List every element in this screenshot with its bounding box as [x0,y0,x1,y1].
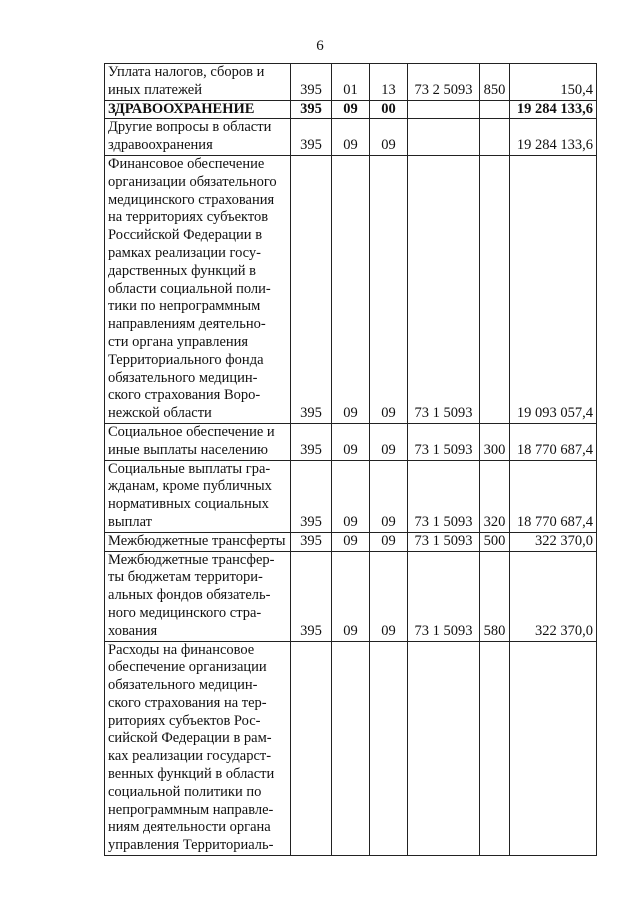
cell-section-code: 09 [332,155,370,423]
item-name-line: ЗДРАВООХРАНЕНИЕ [108,100,255,117]
cell-target-article-code [408,100,480,119]
item-name-line: управления Территориаль- [108,837,274,854]
item-name-line: Финансовое обеспечение [108,155,265,172]
cell-expense-type-code [480,100,510,119]
item-name-line: дарственных функций в [108,262,257,279]
cell-amount: 19 093 057,4 [510,155,597,423]
cell-amount: 18 770 687,4 [510,423,597,460]
cell-department-code: 395 [291,155,332,423]
item-name-line: Расходы на финансовое [108,641,255,658]
cell-target-article-code: 73 1 5093 [408,532,480,551]
table-row [105,423,597,460]
table-row [105,551,597,641]
item-name-line: Территориального фонда [108,351,264,368]
cell-amount: 150,4 [510,64,597,101]
cell-expense-type-code: 320 [480,460,510,532]
table-row [105,532,597,551]
item-name-line: тики по непрограммным [108,298,261,315]
cell-item-name [105,423,291,460]
cell-expense-type-code [480,119,510,156]
cell-target-article-code [408,641,480,856]
cell-target-article-code: 73 2 5093 [408,64,480,101]
table-row [105,100,597,119]
item-name-line: Межбюджетные трансфер- [108,551,275,568]
cell-expense-type-code [480,155,510,423]
item-name-line: венных функций в области [108,766,275,783]
cell-target-article-code: 73 1 5093 [408,155,480,423]
item-name-line: социальной политики по [108,783,262,800]
item-name-line: обязательного медицин- [108,369,258,386]
table-row [105,641,597,856]
item-name-line: здравоохранения [108,137,213,154]
item-name-line: организации обязательного [108,173,277,190]
cell-section-code: 09 [332,460,370,532]
cell-subsection-code: 09 [370,423,408,460]
item-name-line: области социальной поли- [108,280,271,297]
cell-expense-type-code: 850 [480,64,510,101]
cell-section-code: 09 [332,532,370,551]
item-name-line: на территориях субъектов [108,209,269,226]
cell-section-code: 09 [332,423,370,460]
table-row [105,64,597,101]
cell-amount: 322 370,0 [510,532,597,551]
cell-section-code: 09 [332,100,370,119]
cell-expense-type-code [480,641,510,856]
cell-amount: 19 284 133,6 [510,100,597,119]
item-name-line: рамках реализации госу- [108,244,262,261]
item-name-line: Социальное обеспечение и [108,423,275,440]
item-name-line: нормативных социальных [108,496,269,513]
item-name-line: медицинского страхования [108,191,275,208]
cell-subsection-code: 09 [370,119,408,156]
item-name-line: альных фондов обязатель- [108,587,271,604]
cell-item-name [105,64,291,101]
cell-department-code: 395 [291,100,332,119]
cell-expense-type-code: 500 [480,532,510,551]
cell-department-code: 395 [291,423,332,460]
item-name-line: нежской области [108,405,212,422]
cell-amount: 322 370,0 [510,551,597,641]
cell-amount: 19 284 133,6 [510,119,597,156]
item-name-line: ниям деятельности органа [108,819,271,836]
item-name-line: Российской Федерации в [108,227,263,244]
cell-item-name [105,460,291,532]
item-name-line: обязательного медицин- [108,677,258,694]
budget-table [104,63,597,856]
cell-item-name [105,551,291,641]
item-name-line: непрограммным направле- [108,801,274,818]
item-name-line: жданам, кроме публичных [108,478,272,495]
item-name-line: Межбюджетные трансферты [108,532,286,549]
cell-item-name [105,119,291,156]
cell-item-name [105,100,291,119]
cell-section-code: 09 [332,119,370,156]
item-name-line: хования [108,622,158,639]
cell-item-name [105,155,291,423]
cell-amount: 18 770 687,4 [510,460,597,532]
table-row [105,460,597,532]
cell-item-name [105,532,291,551]
cell-department-code: 395 [291,119,332,156]
page-number: 6 [316,38,324,54]
item-name-line: ного медицинского стра- [108,604,262,621]
item-name-line: сти органа управления [108,333,249,350]
table-row [105,155,597,423]
cell-department-code: 395 [291,532,332,551]
cell-expense-type-code: 300 [480,423,510,460]
cell-target-article-code: 73 1 5093 [408,423,480,460]
item-name-line: сийской Федерации в рам- [108,730,272,747]
item-name-line: ках реализации государст- [108,748,272,765]
item-name-line: выплат [108,513,152,530]
cell-subsection-code: 09 [370,460,408,532]
cell-subsection-code: 00 [370,100,408,119]
cell-department-code [291,641,332,856]
item-name-line: иных платежей [108,81,202,98]
item-name-line: ского страхования на тер- [108,694,267,711]
cell-department-code: 395 [291,64,332,101]
cell-target-article-code: 73 1 5093 [408,551,480,641]
item-name-line: Социальные выплаты гра- [108,460,271,477]
item-name-line: иные выплаты населению [108,441,268,458]
cell-section-code: 09 [332,551,370,641]
cell-subsection-code: 09 [370,551,408,641]
item-name-line: ского страхования Воро- [108,387,261,404]
item-name-line: Уплата налогов, сборов и [108,64,265,80]
cell-section-code: 01 [332,64,370,101]
cell-target-article-code: 73 1 5093 [408,460,480,532]
cell-section-code [332,641,370,856]
item-name-line: Другие вопросы в области [108,119,272,136]
item-name-line: направлениям деятельно- [108,316,266,333]
cell-subsection-code [370,641,408,856]
item-name-line: ты бюджетам территори- [108,569,263,586]
cell-subsection-code: 13 [370,64,408,101]
cell-subsection-code: 09 [370,155,408,423]
budget-table-body [105,64,597,856]
cell-subsection-code: 09 [370,532,408,551]
cell-amount [510,641,597,856]
item-name-line: обеспечение организации [108,659,267,676]
cell-item-name [105,641,291,856]
cell-department-code: 395 [291,460,332,532]
cell-target-article-code [408,119,480,156]
cell-expense-type-code: 580 [480,551,510,641]
item-name-line: риториях субъектов Рос- [108,712,261,729]
cell-department-code: 395 [291,551,332,641]
table-row [105,119,597,156]
